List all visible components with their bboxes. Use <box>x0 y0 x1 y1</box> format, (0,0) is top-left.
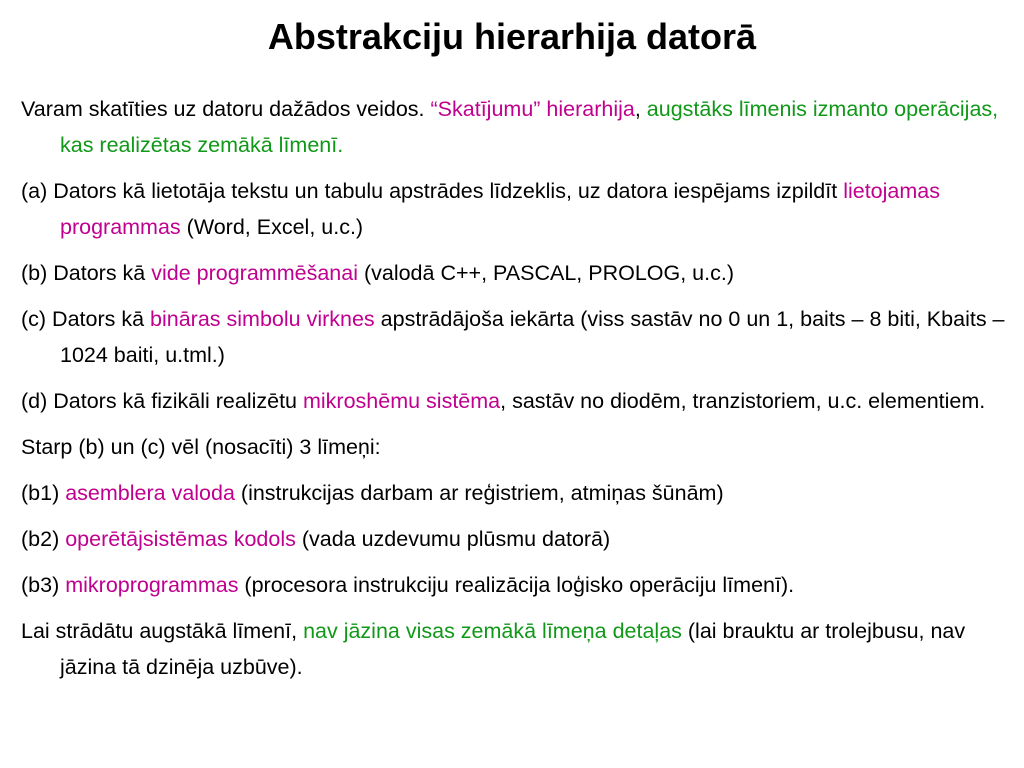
text-segment: (c) Dators kā <box>21 307 151 331</box>
paragraph-c <box>21 301 1006 373</box>
text-segment: apstrādājoša iekārta (viss sastāv no 0 un 1, baits – 8 biti, Kbaits – 1024 baiti, u.tml.) <box>60 307 1005 367</box>
slide-title: Abstrakciju hierarhija datorā <box>267 16 757 57</box>
paragraph-b3 <box>21 567 1006 603</box>
slide-body <box>21 91 1006 695</box>
text-segment: , sastāv no diodēm, tranzistoriem, u.c. elementiem. <box>500 389 986 413</box>
text-segment: (a) Dators kā lietotāja tekstu un tabulu apstrādes līdzeklis, uz datora iespējams izpildīt <box>21 179 844 203</box>
text-segment: Lai strādātu augstākā līmenī, <box>21 619 304 643</box>
text-segment: (b3) <box>21 573 66 597</box>
text-segment: Varam skatīties uz datoru dažādos veidos. <box>21 97 431 121</box>
paragraph-b2 <box>21 521 1006 557</box>
text-segment: (Word, Excel, u.c.) <box>180 215 364 239</box>
text-segment: (vada uzdevumu plūsmu datorā) <box>295 527 611 551</box>
text-segment: Starp (b) un (c) vēl (nosacīti) 3 līmeņi: <box>21 435 381 459</box>
paragraph-intro <box>21 91 1006 163</box>
text-segment: (b2) <box>21 527 66 551</box>
highlight-magenta: vide programmēšanai <box>151 261 358 285</box>
highlight-magenta: bināras simbolu virknes <box>150 307 375 331</box>
paragraph-b <box>21 255 1006 291</box>
paragraph-d <box>21 383 1006 419</box>
highlight-magenta: asemblera valoda <box>65 481 235 505</box>
highlight-magenta: “Skatījumu” hierarhija <box>430 97 635 121</box>
text-segment: (instrukcijas darbam ar reģistriem, atmiņas šūnām) <box>234 481 724 505</box>
paragraph-levels-intro <box>21 429 1006 465</box>
highlight-magenta: mikroshēmu sistēma <box>302 389 501 413</box>
paragraph-a <box>21 173 1006 245</box>
highlight-magenta: lietojamas programmas <box>60 179 940 239</box>
paragraph-conclusion <box>21 613 1006 685</box>
text-segment: (valodā C++, PASCAL, PROLOG, u.c.) <box>357 261 734 285</box>
highlight-green: augstāks līmenis izmanto operācijas, kas realizētas zemākā līmenī. <box>60 97 999 157</box>
text-segment: (d) Dators kā fizikāli realizētu <box>21 389 303 413</box>
highlight-magenta: operētājsistēmas kodols <box>65 527 296 551</box>
highlight-green: nav jāzina visas zemākā līmeņa detaļas <box>303 619 682 643</box>
text-segment: (procesora instrukciju realizācija loģisko operāciju līmenī). <box>238 573 795 597</box>
text-segment: (b) Dators kā <box>21 261 152 285</box>
text-segment: (b1) <box>21 481 66 505</box>
text-segment: , <box>634 97 647 121</box>
paragraph-b1 <box>21 475 1006 511</box>
text-segment: (lai brauktu ar trolejbusu, nav jāzina tā dzinēja uzbūve). <box>60 619 966 679</box>
highlight-magenta: mikroprogrammas <box>65 573 239 597</box>
